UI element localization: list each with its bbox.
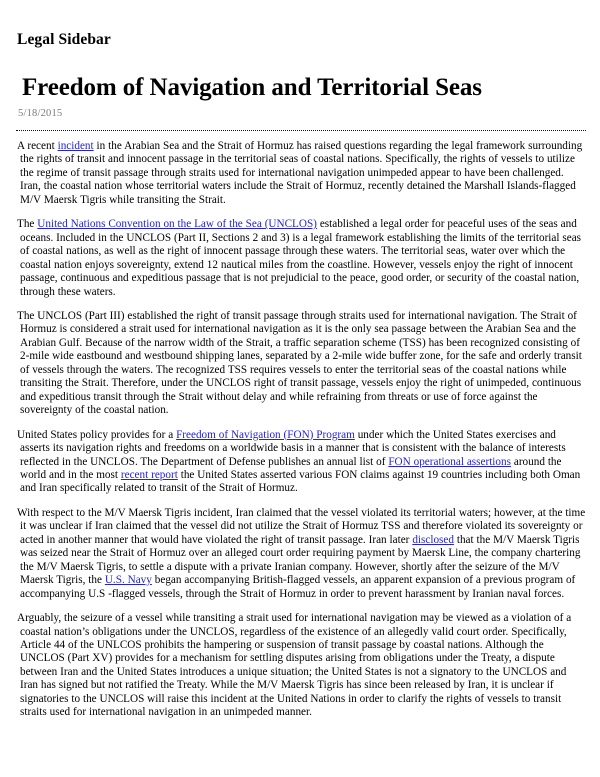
header-divider [16, 130, 586, 131]
paragraph-4-text-b: under which the United States exercises and asserts its navigation rights and freedoms on a worldwide basis in a manner that is consistent with the balance of interests reflected in the UNCLOS. The Department of Defense publishes an annual list of [20, 428, 566, 468]
link-recent-report[interactable]: recent report [120, 468, 178, 481]
page-title: Freedom of Navigation and Territorial Seas [22, 73, 482, 101]
paragraph-4 [14, 429, 586, 496]
paragraph-1 [14, 140, 586, 207]
link-fon-program[interactable]: Freedom of Navigation (FON) Program [176, 428, 355, 441]
paragraph-2 [14, 218, 586, 299]
paragraph-5-text-a: With respect to the M/V Maersk Tigris incident, Iran claimed that the vessel violated its territorial waters; however, at the time it was unclear if Iran claimed that the vessel did not utilize the Strait of Hormuz TSS and therefore violated its sovereignty or acted in another manner that would have violated the right of transit passage. Iran later [17, 506, 586, 546]
document-body [14, 140, 586, 720]
paragraph-2-text-b: established a legal order for peaceful uses of the seas and oceans. Included in the UNCLOS (Part II, Sections 2 and 3) is a legal framework establishing the limits of the territorial seas of coastal nations, as well as the right of innocent passage through these waters. The territorial seas, water over which the coastal nation enjoys sovereignty, extend 12 nautical miles from the coastline. However, vessels enjoy the right of innocent passage, continuous and expeditious passage that is not prejudicial to the peace, good order, or security of the coastal nation, through these waters. [20, 218, 582, 298]
paragraph-4-text-a: United States policy provides for a [17, 428, 177, 441]
paragraph-6: Arguably, the seizure of a vessel while transiting a strait used for international navigation may be viewed as a violation of a coastal nation’s obligations under the UNCLOS, regardless of the existence of an allegedly valid court order. Specifically, Article 44 of the UNLCOS prohibits the hampering or suspension of transit passage by coastal nations. Although the UNCLOS (Part XV) provides for a mechanism for settling disputes arising from obligations under the Treaty, a dispute between Iran and the United States introduces a unique situation; the United States is not a signatory to the UNCLOS and Iran has signed but not ratified the Treaty. While the M/V Maersk Tigris has since been released by Iran, it is unclear if signatories to the UNCLOS will raise this incident at the United Nations in order to clarify the rights of vessels to transit straits used for international navigation in an unimpeded manner. [17, 612, 572, 719]
link-fon-operational-assertions[interactable]: FON operational assertions [388, 455, 511, 468]
link-unclos[interactable]: United Nations Convention on the Law of the Sea (UNCLOS) [37, 218, 317, 231]
publication-date: 5/18/2015 [18, 108, 63, 119]
paragraph-4-text-d: the United States asserted various FON claims against 19 countries including both Oman and Iran specifically related to transit of the Strait of Hormuz. [20, 468, 581, 495]
paragraph-5-text-b: that the M/V Maersk Tigris was seized near the Strait of Hormuz over an alleged court order requiring payment by Maersk Line, the company chartering the M/V Maersk Tigris, to settle a dispute with a private Iranian company. However, shortly after the seizure of the M/V Maersk Tigris, the [20, 533, 581, 587]
paragraph-4-text-c: around the world and in the most [20, 455, 562, 481]
paragraph-1-text-b: in the Arabian Sea and the Strait of Hormuz has raised questions regarding the legal framework surrounding the rights of transit and innocent passage in the territorial seas of coastal nations. Specifically, the rights of vessels to utilize the regime of transit passage through straits used for international navigation unimpeded appear to have been challenged. Iran, the coastal nation whose territorial waters include the Strait of Hormuz, recently detained the Marshall Islands-flagged M/V Maersk Tigris while transiting the Strait. [20, 140, 583, 206]
link-disclosed[interactable]: disclosed [412, 533, 454, 546]
paragraph-3: The UNCLOS (Part III) established the right of transit passage through straits used for international navigation. The Strait of Hormuz is considered a strait used for international navigation as it is the only sea passage between the Arabian Sea and the Arabian Gulf. Because of the narrow width of the Strait, a traffic separation scheme (TSS) has been recognized consisting of 2-mile wide eastbound and westbound shipping lanes, separated by a 2-mile wide buffer zone, for the safe and orderly transit of vessels through the waters. The recognized TSS requires vessels to enter the territorial seas of the coastal nations while transiting the Strait. Therefore, under the UNCLOS right of transit passage, vessels enjoy the right of unimpeded, continuous and expeditious transit through the Strait without delay and while refraining from threats or use of force against the sovereignty of the coastal nation. [17, 309, 582, 417]
link-incident[interactable]: incident [57, 140, 94, 152]
paragraph-5-text-c: began accompanying British-flagged vessels, an apparent expansion of a previous program of accompanying U.S -flagged vessels, through the Strait of Hormuz in order to prevent harassment by Iranian naval forces. [20, 574, 576, 600]
link-us-navy[interactable]: U.S. Navy [104, 574, 152, 587]
paragraph-1-text-a: A recent [17, 140, 58, 152]
paragraph-5 [14, 507, 586, 601]
document-kicker: Legal Sidebar [17, 31, 111, 48]
paragraph-2-text-a: The [17, 218, 38, 231]
